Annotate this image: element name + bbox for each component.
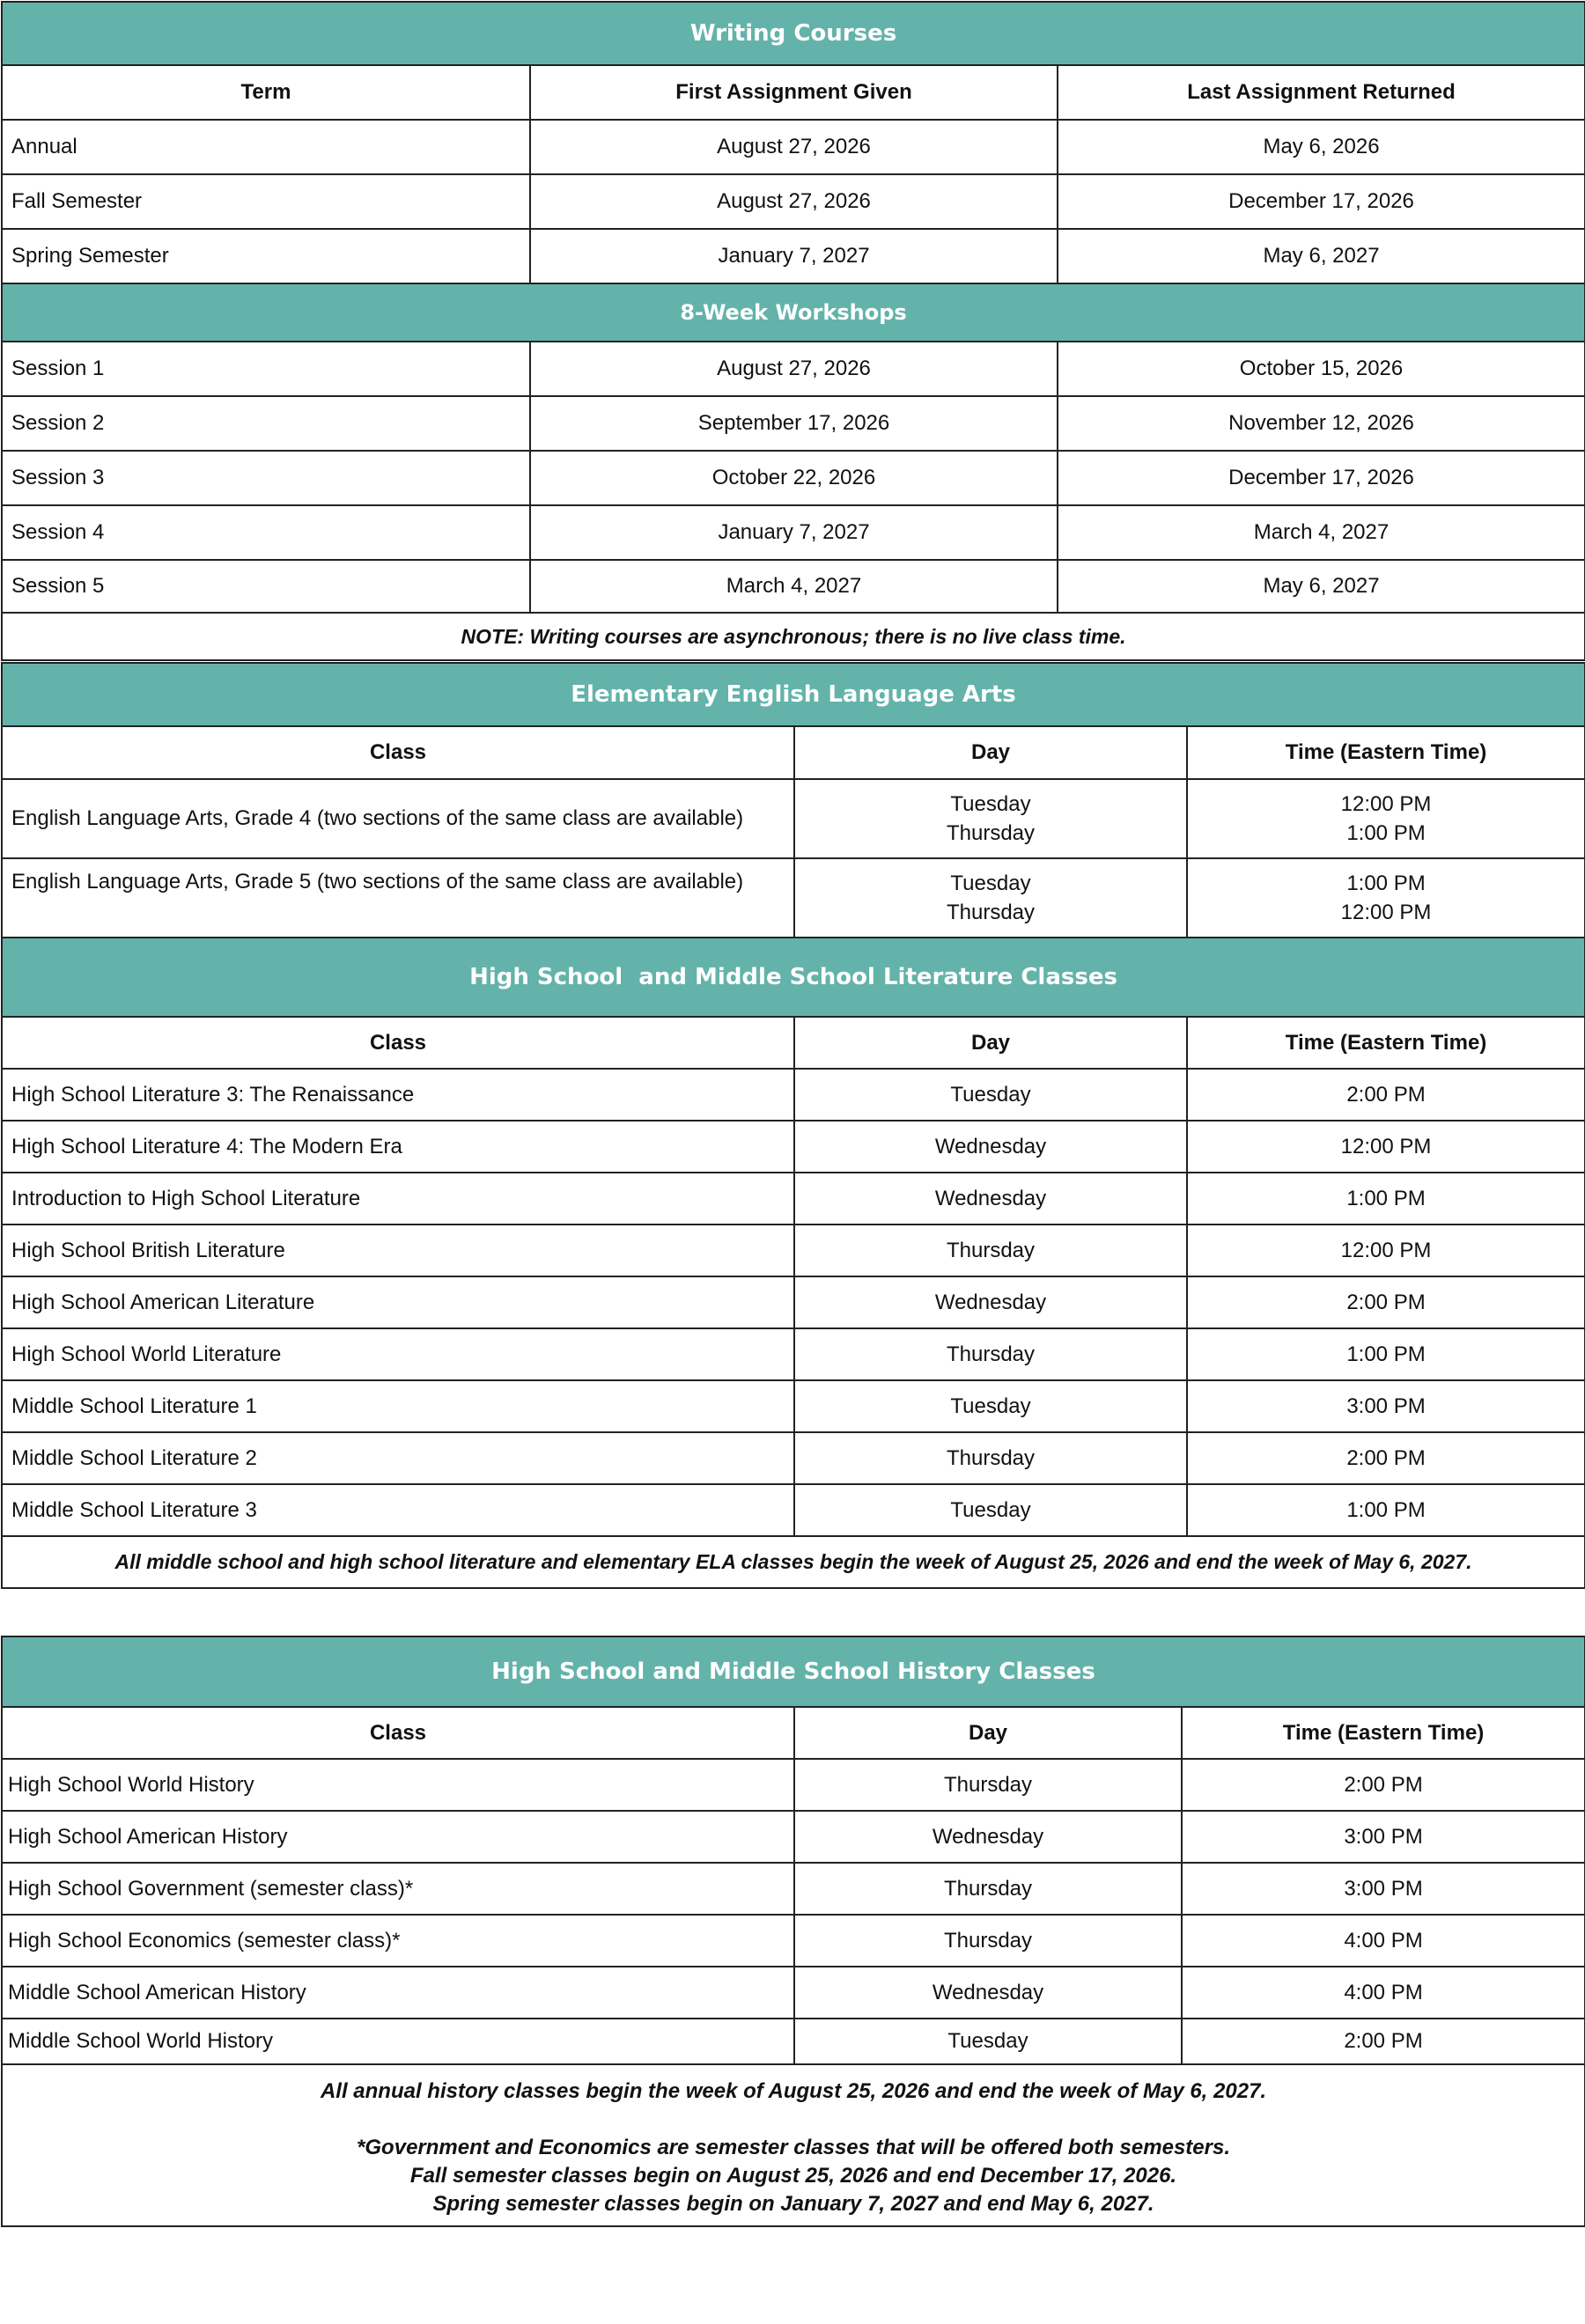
first-assignment-cell: August 27, 2026 bbox=[530, 174, 1058, 229]
class-cell: Introduction to High School Literature bbox=[2, 1173, 794, 1225]
time-cell: 2:00 PM bbox=[1182, 1759, 1585, 1811]
table-row bbox=[2, 342, 1585, 396]
time-cell: 2:00 PM bbox=[1182, 2019, 1585, 2064]
session-cell: Session 5 bbox=[2, 560, 530, 613]
ela-literature-table bbox=[1, 662, 1585, 1589]
last-assignment-cell: May 6, 2027 bbox=[1058, 560, 1585, 613]
column-header: Day bbox=[794, 1017, 1187, 1069]
table-row bbox=[2, 560, 1585, 613]
day-cell bbox=[794, 779, 1187, 858]
table-row bbox=[2, 396, 1585, 451]
day-cell: Wednesday bbox=[794, 1276, 1187, 1328]
class-cell: Middle School American History bbox=[2, 1967, 794, 2019]
class-cell: High School Literature 3: The Renaissance bbox=[2, 1069, 794, 1121]
table-row bbox=[2, 1967, 1585, 2019]
history-title: High School and Middle School History Classes bbox=[2, 1636, 1585, 1707]
class-cell: Middle School Literature 3 bbox=[2, 1484, 794, 1536]
table-row bbox=[2, 1380, 1585, 1432]
column-header: Last Assignment Returned bbox=[1058, 65, 1585, 120]
last-assignment-cell: December 17, 2026 bbox=[1058, 174, 1585, 229]
day-cell: Wednesday bbox=[794, 1173, 1187, 1225]
class-cell: English Language Arts, Grade 4 (two sections of the same class are available) bbox=[2, 779, 794, 858]
session-cell: Session 3 bbox=[2, 451, 530, 505]
last-assignment-cell: March 4, 2027 bbox=[1058, 505, 1585, 560]
column-header: Term bbox=[2, 65, 530, 120]
writing-courses-title: Writing Courses bbox=[2, 2, 1585, 65]
day-cell bbox=[794, 858, 1187, 938]
term-cell: Fall Semester bbox=[2, 174, 530, 229]
time-cell bbox=[1187, 779, 1585, 858]
literature-title: High School and Middle School Literature Classes bbox=[2, 938, 1585, 1017]
first-assignment-cell: March 4, 2027 bbox=[530, 560, 1058, 613]
class-cell: High School British Literature bbox=[2, 1225, 794, 1276]
column-header: Day bbox=[794, 1707, 1182, 1759]
first-assignment-cell: October 22, 2026 bbox=[530, 451, 1058, 505]
class-cell: Middle School World History bbox=[2, 2019, 794, 2064]
workshops-banner bbox=[2, 283, 1585, 342]
table-row bbox=[2, 1328, 1585, 1380]
writing-courses-table bbox=[1, 1, 1585, 661]
history-note-spacer bbox=[11, 2106, 1575, 2134]
last-assignment-cell: December 17, 2026 bbox=[1058, 451, 1585, 505]
time-value: 1:00 PM bbox=[1346, 821, 1426, 845]
last-assignment-cell: May 6, 2026 bbox=[1058, 120, 1585, 174]
time-cell: 1:00 PM bbox=[1187, 1173, 1585, 1225]
table-row bbox=[2, 505, 1585, 560]
day-cell: Wednesday bbox=[794, 1967, 1182, 2019]
day-cell: Thursday bbox=[794, 1759, 1182, 1811]
last-assignment-cell: October 15, 2026 bbox=[1058, 342, 1585, 396]
history-note-line: *Government and Economics are semester classes that will be offered both semesters. bbox=[357, 2136, 1230, 2159]
day-cell: Wednesday bbox=[794, 1121, 1187, 1173]
term-cell: Spring Semester bbox=[2, 229, 530, 283]
time-cell: 1:00 PM bbox=[1187, 1328, 1585, 1380]
day-cell: Thursday bbox=[794, 1432, 1187, 1484]
table-row bbox=[2, 1484, 1585, 1536]
ela-banner bbox=[2, 663, 1585, 726]
class-cell: English Language Arts, Grade 5 (two sections of the same class are available) bbox=[2, 858, 794, 938]
class-cell: High School World History bbox=[2, 1759, 794, 1811]
history-note-line: Spring semester classes begin on January 7, 2027 and end May 6, 2027. bbox=[432, 2192, 1154, 2216]
day-cell: Thursday bbox=[794, 1915, 1182, 1967]
ela-title: Elementary English Language Arts bbox=[2, 663, 1585, 726]
term-cell: Annual bbox=[2, 120, 530, 174]
table-row bbox=[2, 1121, 1585, 1173]
class-cell: Middle School Literature 1 bbox=[2, 1380, 794, 1432]
time-cell: 2:00 PM bbox=[1187, 1276, 1585, 1328]
time-cell: 12:00 PM bbox=[1187, 1225, 1585, 1276]
class-cell: High School World Literature bbox=[2, 1328, 794, 1380]
time-cell: 4:00 PM bbox=[1182, 1967, 1585, 2019]
time-cell: 3:00 PM bbox=[1187, 1380, 1585, 1432]
literature-note: All middle school and high school literature and elementary ELA classes begin the week of August 25, 2026 and end the week of May 6, 2027. bbox=[2, 1536, 1585, 1588]
table-row bbox=[2, 779, 1585, 858]
literature-header-row bbox=[2, 1017, 1585, 1069]
time-cell bbox=[1187, 858, 1585, 938]
history-header-row bbox=[2, 1707, 1585, 1759]
table-row bbox=[2, 1432, 1585, 1484]
table-row bbox=[2, 1759, 1585, 1811]
column-header: First Assignment Given bbox=[530, 65, 1058, 120]
class-cell: High School Government (semester class)* bbox=[2, 1863, 794, 1915]
column-header: Time (Eastern Time) bbox=[1187, 1017, 1585, 1069]
day-cell: Tuesday bbox=[794, 1069, 1187, 1121]
time-cell: 3:00 PM bbox=[1182, 1863, 1585, 1915]
day-cell: Tuesday bbox=[794, 1484, 1187, 1536]
history-note-line: All annual history classes begin the week of August 25, 2026 and end the week of May 6, 2027. bbox=[320, 2079, 1267, 2103]
table-row bbox=[2, 229, 1585, 283]
session-cell: Session 1 bbox=[2, 342, 530, 396]
day-cell: Tuesday bbox=[794, 1380, 1187, 1432]
day-cell: Thursday bbox=[794, 1863, 1182, 1915]
table-row bbox=[2, 1811, 1585, 1863]
table-row bbox=[2, 1069, 1585, 1121]
day-value: Tuesday bbox=[950, 872, 1031, 895]
history-table bbox=[1, 1636, 1585, 2227]
class-cell: High School Literature 4: The Modern Era bbox=[2, 1121, 794, 1173]
day-cell: Thursday bbox=[794, 1225, 1187, 1276]
day-value: Thursday bbox=[946, 821, 1036, 845]
class-cell: Middle School Literature 2 bbox=[2, 1432, 794, 1484]
table-row bbox=[2, 1276, 1585, 1328]
column-header: Time (Eastern Time) bbox=[1182, 1707, 1585, 1759]
table-row bbox=[2, 858, 1585, 938]
time-cell: 2:00 PM bbox=[1187, 1432, 1585, 1484]
writing-note-row bbox=[2, 613, 1585, 660]
time-cell: 12:00 PM bbox=[1187, 1121, 1585, 1173]
day-cell: Wednesday bbox=[794, 1811, 1182, 1863]
table-row bbox=[2, 120, 1585, 174]
first-assignment-cell: September 17, 2026 bbox=[530, 396, 1058, 451]
class-cell: High School Economics (semester class)* bbox=[2, 1915, 794, 1967]
table-row bbox=[2, 451, 1585, 505]
time-cell: 2:00 PM bbox=[1187, 1069, 1585, 1121]
history-note-line: Fall semester classes begin on August 25, 2026 and end December 17, 2026. bbox=[409, 2164, 1177, 2188]
workshops-title: 8-Week Workshops bbox=[2, 283, 1585, 342]
column-header: Class bbox=[2, 1707, 794, 1759]
time-value: 12:00 PM bbox=[1340, 901, 1432, 924]
first-assignment-cell: August 27, 2026 bbox=[530, 120, 1058, 174]
day-cell: Thursday bbox=[794, 1328, 1187, 1380]
day-cell: Tuesday bbox=[794, 2019, 1182, 2064]
day-value: Tuesday bbox=[950, 792, 1031, 816]
time-cell: 4:00 PM bbox=[1182, 1915, 1585, 1967]
column-header: Class bbox=[2, 1017, 794, 1069]
history-notes bbox=[2, 2064, 1585, 2226]
time-value: 12:00 PM bbox=[1340, 792, 1432, 816]
column-header: Class bbox=[2, 726, 794, 779]
table-row bbox=[2, 174, 1585, 229]
day-value: Thursday bbox=[946, 901, 1036, 924]
literature-banner bbox=[2, 938, 1585, 1017]
literature-note-row bbox=[2, 1536, 1585, 1588]
first-assignment-cell: August 27, 2026 bbox=[530, 342, 1058, 396]
last-assignment-cell: May 6, 2027 bbox=[1058, 229, 1585, 283]
first-assignment-cell: January 7, 2027 bbox=[530, 229, 1058, 283]
class-cell: High School American History bbox=[2, 1811, 794, 1863]
table-row bbox=[2, 1915, 1585, 1967]
history-notes-row bbox=[2, 2064, 1585, 2226]
table-row bbox=[2, 2019, 1585, 2064]
first-assignment-cell: January 7, 2027 bbox=[530, 505, 1058, 560]
time-cell: 3:00 PM bbox=[1182, 1811, 1585, 1863]
table-row bbox=[2, 1173, 1585, 1225]
table-row bbox=[2, 1863, 1585, 1915]
writing-header-row bbox=[2, 65, 1585, 120]
time-cell: 1:00 PM bbox=[1187, 1484, 1585, 1536]
session-cell: Session 2 bbox=[2, 396, 530, 451]
class-cell: High School American Literature bbox=[2, 1276, 794, 1328]
time-value: 1:00 PM bbox=[1346, 872, 1426, 895]
table-row bbox=[2, 1225, 1585, 1276]
history-banner bbox=[2, 1636, 1585, 1707]
column-header: Day bbox=[794, 726, 1187, 779]
ela-header-row bbox=[2, 726, 1585, 779]
last-assignment-cell: November 12, 2026 bbox=[1058, 396, 1585, 451]
writing-courses-banner bbox=[2, 2, 1585, 65]
writing-note: NOTE: Writing courses are asynchronous; there is no live class time. bbox=[2, 613, 1585, 660]
session-cell: Session 4 bbox=[2, 505, 530, 560]
column-header: Time (Eastern Time) bbox=[1187, 726, 1585, 779]
